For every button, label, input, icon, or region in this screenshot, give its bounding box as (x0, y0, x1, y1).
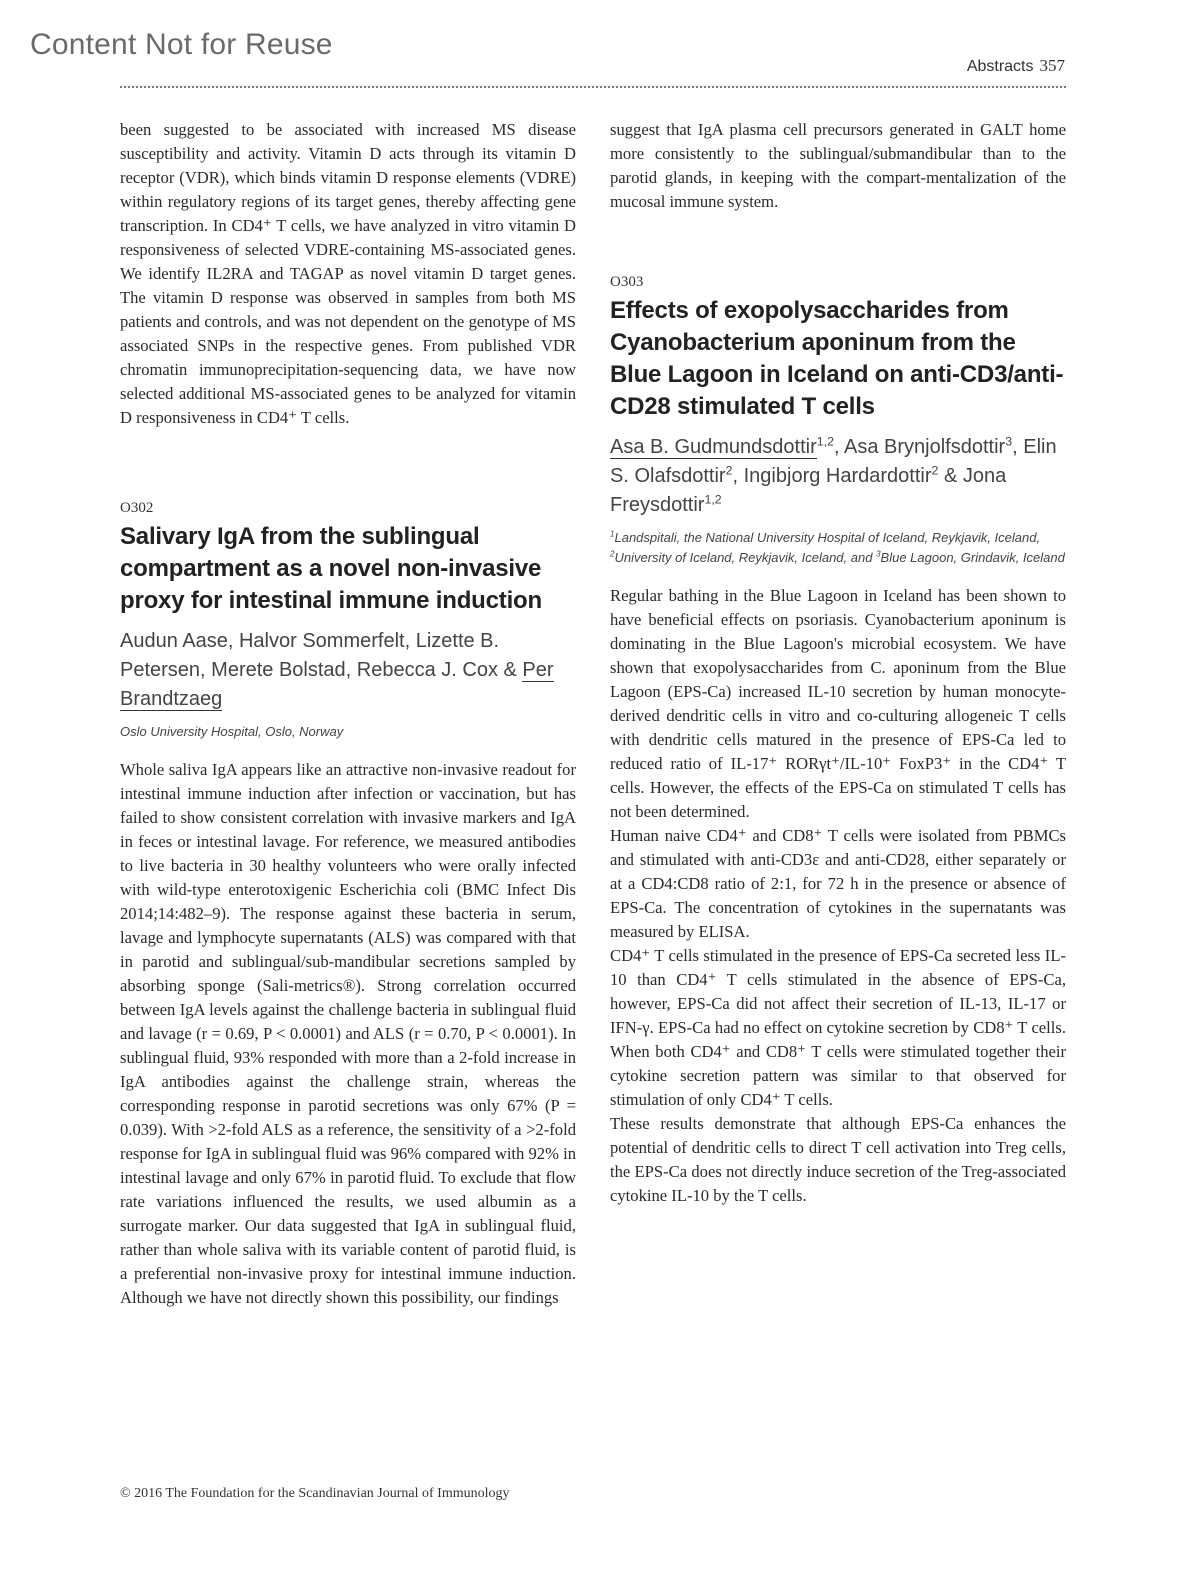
affiliation-text: Landspitali, the National University Hospital of Iceland, Reykjavik, Iceland, (614, 530, 1041, 545)
abstract-paragraph: CD4⁺ T cells stimulated in the presence of EPS-Ca secreted less IL-10 than CD4⁺ T cells stimulated in the absence of EPS-Ca, however, EPS-Ca did not affect their secretion of IL-13, IL-17 or IFN-γ. EPS-Ca had no effect on cytokine secretion by CD8⁺ T cells. When both CD4⁺ and CD8⁺ T cells were stimulated together their cytokine secretion pattern was similar to that observed for stimulation of only CD4⁺ T cells. (610, 946, 1066, 1109)
author-superscript: 1,2 (816, 434, 835, 449)
author-superscript: 1,2 (704, 492, 722, 507)
running-head (967, 56, 1065, 76)
author-list (610, 433, 1066, 520)
affiliation-superscript: 1 (610, 529, 615, 539)
affiliation (610, 528, 1066, 568)
presenting-author: Per Brandtzaeg (120, 659, 554, 710)
author-superscript: 2 (725, 463, 733, 478)
copyright-footer: © 2016 The Foundation for the Scandinavian Journal of Immunology (120, 1486, 510, 1501)
author-list (120, 627, 576, 714)
continued-abstract-text: suggest that IgA plasma cell precursors generated in GALT home more consistently to the sublingual/submandibular than to the parotid glands, in keeping with the compart-mentalization of the mucosal immune system. (610, 120, 1066, 211)
affiliation-text: University of Iceland, Reykjavik, Iceland, and (614, 550, 877, 565)
affiliation: Oslo University Hospital, Oslo, Norway (120, 724, 344, 739)
presenting-author: Asa B. Gudmundsdottir (610, 436, 817, 458)
affiliation-text: Blue Lagoon, Grindavik, Iceland (880, 550, 1065, 565)
abstract-code: O302 (120, 500, 154, 516)
author: , Ingibjorg Hardardottir (732, 465, 932, 487)
header-divider (120, 86, 1066, 88)
page-number: 357 (1039, 56, 1065, 75)
abstract-body: Whole saliva IgA appears like an attractive non-invasive readout for intestinal immune induction after infection or vaccination, but has failed to show consistent correlation with invasive markers and IgA in feces or intestinal lavage. For reference, we measured antibodies to live bacteria in 30 healthy volunteers who were orally infected with wild-type enterotoxigenic Escherichia coli (BMC Infect Dis 2014;14:482–9). The response against these bacteria in serum, lavage and lymphocyte supernatants (ALS) was compared with that in parotid and sublingual/sub-mandibular secretions sampled by absorbing sponge (Sali-metrics®). Strong correlation occurred between IgA levels against the challenge bacteria in sublingual fluid and lavage (r = 0.69, P < 0.0001) and ALS (r = 0.70, P < 0.0001). In sublingual fluid, 93% responded with more than a 2-fold increase in IgA antibodies against the challenge strain, whereas the corresponding response in parotid secretions was only 67% (P = 0.039). With >2-fold ALS as a reference, the sensitivity of a >2-fold response for IgA in sublingual fluid was 96% compared with 92% in intestinal lavage and only 67% in parotid fluid. To exclude that flow rate variations influenced the results, we used albumin as a surrogate marker. Our data suggested that IgA in sublingual fluid, rather than whole saliva with its variable content of parotid fluid, is a preferential non-invasive proxy for intestinal immune induction. Although we have not directly shown this possibility, our findings (120, 760, 576, 1307)
author: , Elin S. Olafsdottir (610, 436, 1057, 487)
abstract-paragraph: These results demonstrate that although EPS-Ca enhances the potential of dendritic cells to direct T cell activation into Treg cells, the EPS-Ca does not directly induce secretion of the Treg-associated cytokine IL-10 by the T cells. (610, 1114, 1066, 1205)
affiliation-superscript: 2 (610, 549, 615, 559)
author-superscript: 2 (931, 463, 939, 478)
author-superscript: 3 (1005, 434, 1013, 449)
journal-section-label: Abstracts (966, 58, 1034, 75)
watermark: Content Not for Reuse (30, 28, 333, 61)
author: & Jona Freysdottir (610, 465, 1007, 516)
abstract-code: O303 (610, 274, 644, 290)
right-column (610, 118, 1066, 1208)
authors: Audun Aase, Halvor Sommerfelt, Lizette B. Petersen, Merete Bolstad, Rebecca J. Cox & (120, 630, 517, 681)
abstract-paragraph: Human naive CD4⁺ and CD8⁺ T cells were isolated from PBMCs and stimulated with anti-CD3ε and anti-CD28, either separately or at a CD4:CD8 ratio of 2:1, for 72 h in the presence or absence of EPS-Ca. The concentration of cytokines in the supernatants was measured by ELISA. (610, 826, 1066, 941)
author: , Asa Brynjolfsdottir (834, 436, 1006, 458)
left-column (120, 118, 576, 1310)
affiliation-superscript: 3 (876, 549, 881, 559)
abstract-title: Salivary IgA from the sublingual compartment as a novel non-invasive proxy for intestinal immune induction (120, 523, 542, 614)
abstract-title: Effects of exopolysaccharides from Cyanobacterium aponinum from the Blue Lagoon in Iceland on anti-CD3/anti-CD28 stimulated T cells (610, 297, 1064, 420)
abstract-paragraph: Regular bathing in the Blue Lagoon in Iceland has been shown to have beneficial effects on psoriasis. Cyanobacterium aponinum is dominating in the Blue Lagoon's microbial ecosystem. We have shown that exopolysaccharides from C. aponinum from the Blue Lagoon (EPS-Ca) increased IL-10 secretion by human monocyte-derived dendritic cells in vitro and co-culturing allogeneic T cells with dendritic cells matured in the presence of EPS-Ca led to reduced ratio of IL-17⁺ RORγt⁺/IL-10⁺ FoxP3⁺ in the CD4⁺ T cells. However, the effects of the EPS-Ca on stimulated T cells has not been determined. (610, 586, 1066, 821)
continued-abstract-text: been suggested to be associated with increased MS disease susceptibility and activity. Vitamin D acts through its vitamin D receptor (VDR), which binds vitamin D response elements (VDRE) within regulatory regions of its target genes, thereby affecting gene transcription. In CD4⁺ T cells, we have analyzed in vitro vitamin D responsiveness of selected VDRE-containing MS-associated genes. We identify IL2RA and TAGAP as novel vitamin D target genes. The vitamin D response was observed in samples from both MS patients and controls, and was not dependent on the genotype of MS associated SNPs in the respective genes. From published VDR chromatin immunoprecipitation-sequencing data, we have now selected additional MS-associated genes to be analyzed for vitamin D responsiveness in CD4⁺ T cells. (120, 120, 576, 427)
